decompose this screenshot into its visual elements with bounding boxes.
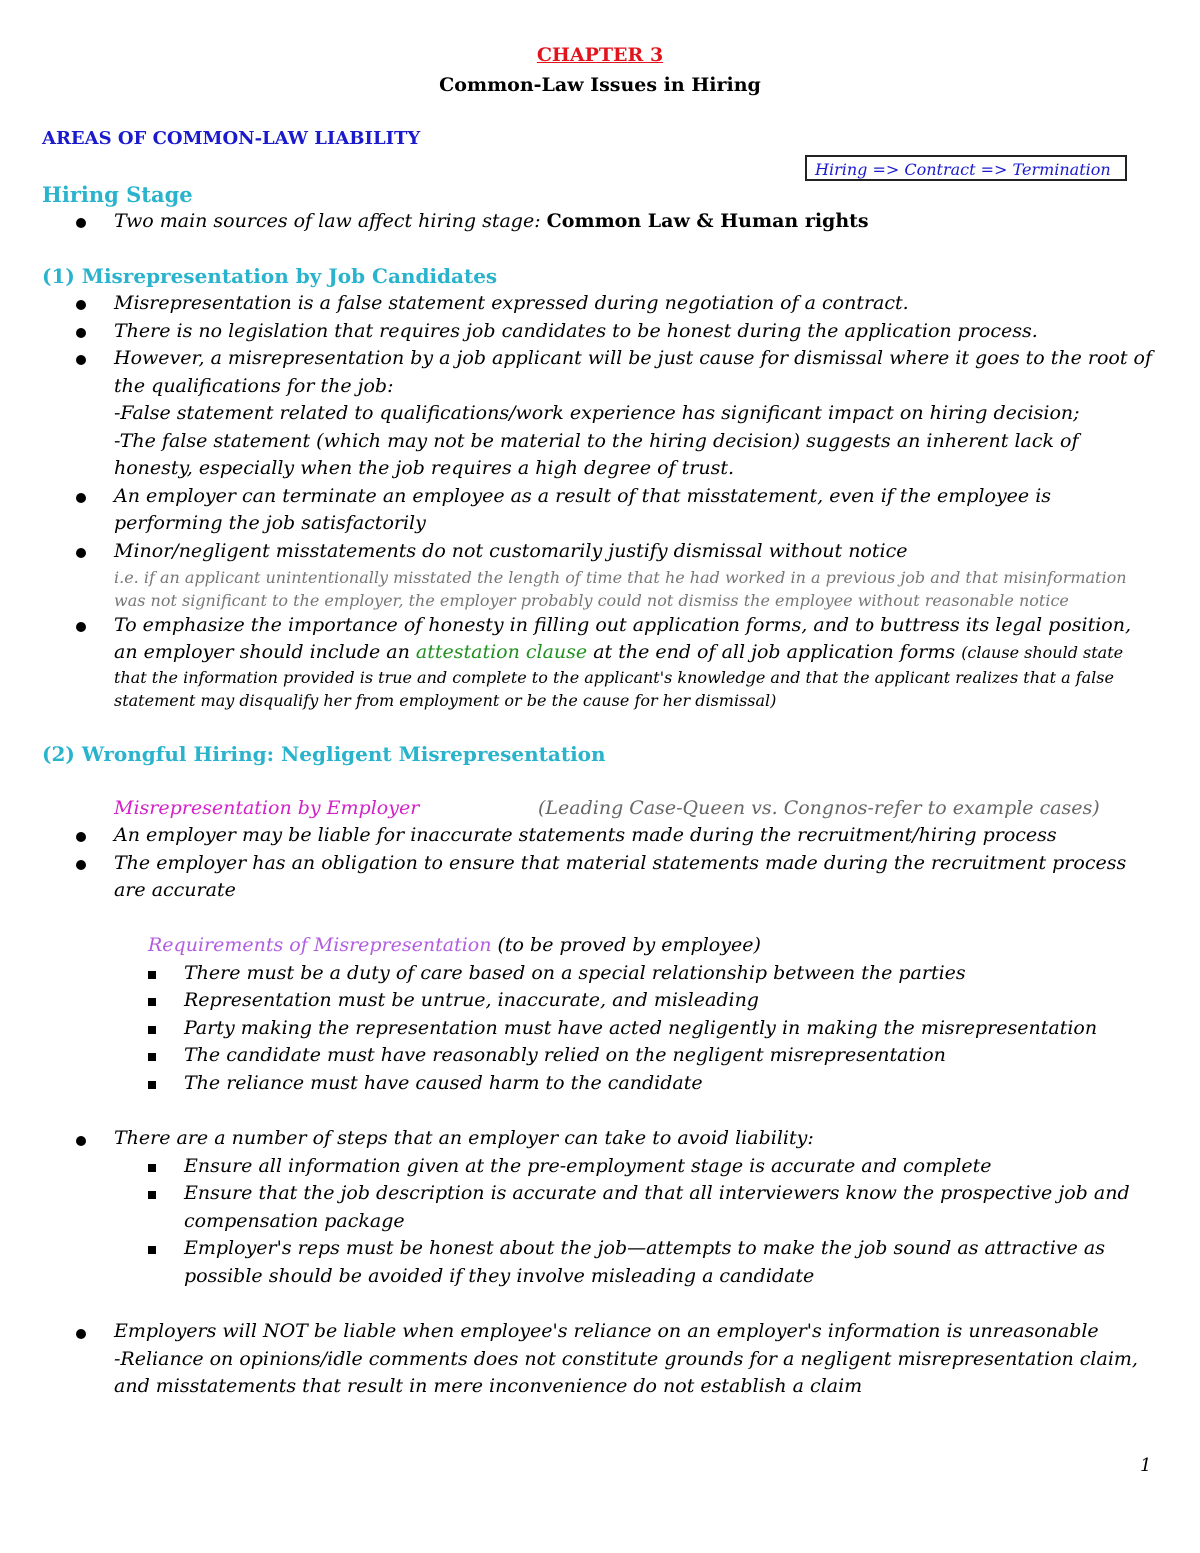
example-note: i.e. if an applicant unintentionally misstated the length of time that he had worked in a previous job and that misinformation bbox=[114, 568, 1127, 587]
section1-line: An employer can terminate an employee as a result of that misstatement, even if the employee is bbox=[114, 485, 1052, 507]
section1-heading: (1) Misrepresentation by Job Candidates bbox=[42, 264, 498, 288]
section2-line: -Reliance on opinions/idle comments does not constitute grounds for a negligent misrepresentation claim, bbox=[114, 1348, 1138, 1370]
section2-line: An employer may be liable for inaccurate statements made during the recruitment/hiring process bbox=[114, 824, 1057, 846]
leading-case-note: (Leading Case-Queen vs. Congnos-refer to example cases) bbox=[538, 797, 1100, 819]
bold-text: Common Law bbox=[546, 210, 690, 232]
example-note: was not significant to the employer, the employer probably could not dismiss the employee without reasonable notice bbox=[114, 591, 1069, 610]
requirement-item: There must be a duty of care based on a special relationship between the parties bbox=[184, 962, 966, 984]
page-title: Common-Law Issues in Hiring bbox=[439, 74, 761, 96]
section2-line: and misstatements that result in mere inconvenience do not establish a claim bbox=[114, 1375, 863, 1397]
square-bullet-icon bbox=[148, 1191, 156, 1199]
section1-line: However, a misrepresentation by a job applicant will be just cause for dismissal where it goes to the root of bbox=[114, 347, 1153, 369]
bullet-icon bbox=[76, 328, 86, 338]
requirement-item: Party making the representation must have acted negligently in making the misrepresentation bbox=[184, 1017, 1098, 1039]
step-item: compensation package bbox=[184, 1210, 405, 1232]
text-span: (to be proved by employee) bbox=[491, 934, 761, 956]
text-span: Two main sources of law affect hiring stage: bbox=[114, 210, 547, 232]
section2-line: The employer has an obligation to ensure that material statements made during the recruitment process bbox=[114, 852, 1127, 874]
areas-heading: AREAS OF COMMON-LAW LIABILITY bbox=[42, 128, 421, 149]
bold-text: Human rights bbox=[720, 210, 869, 232]
step-item: possible should be avoided if they involve misleading a candidate bbox=[184, 1265, 815, 1287]
section2-line: There are a number of steps that an employer can take to avoid liability: bbox=[114, 1127, 814, 1149]
text-span: & bbox=[689, 210, 721, 232]
bullet-icon bbox=[76, 548, 86, 558]
section2-line: Employers will NOT be liable when employee's reliance on an employer's information is unreasonable bbox=[114, 1320, 1099, 1342]
hiring-stage-line bbox=[114, 210, 869, 232]
hiring-stage-heading: Hiring Stage bbox=[42, 182, 193, 207]
bullet-icon bbox=[76, 300, 86, 310]
section1-line: There is no legislation that requires job candidates to be honest during the application process. bbox=[114, 320, 1038, 342]
requirement-item: Representation must be untrue, inaccurate, and misleading bbox=[184, 989, 759, 1011]
text-span: an employer should include an bbox=[114, 641, 416, 663]
bullet-icon bbox=[76, 355, 86, 365]
text-span: Requirements of Misrepresentation bbox=[148, 934, 492, 956]
section1-line: that the information provided is true and complete to the applicant's knowledge and that the applicant realizes that a false bbox=[114, 668, 1114, 687]
bullet-icon bbox=[76, 493, 86, 503]
requirement-item: The reliance must have caused harm to the candidate bbox=[184, 1072, 703, 1094]
section1-line: Misrepresentation is a false statement expressed during negotiation of a contract. bbox=[114, 292, 909, 314]
text-span: at the end of all job application forms bbox=[587, 641, 962, 663]
section1-line: To emphasize the importance of honesty in filling out application forms, and to buttress its legal position, bbox=[114, 614, 1132, 636]
requirement-item: The candidate must have reasonably relied on the negligent misrepresentation bbox=[184, 1044, 946, 1066]
square-bullet-icon bbox=[148, 1053, 156, 1061]
step-item: Ensure all information given at the pre-employment stage is accurate and complete bbox=[184, 1155, 992, 1177]
section1-line bbox=[114, 641, 1123, 663]
square-bullet-icon bbox=[148, 1081, 156, 1089]
section1-line: Minor/negligent misstatements do not customarily justify dismissal without notice bbox=[114, 540, 908, 562]
page-number: 1 bbox=[1140, 1455, 1152, 1476]
square-bullet-icon bbox=[148, 998, 156, 1006]
section2-line: are accurate bbox=[114, 879, 236, 901]
bullet-icon bbox=[76, 860, 86, 870]
square-bullet-icon bbox=[148, 971, 156, 979]
section1-line: -False statement related to qualifications/work experience has significant impact on hiring decision; bbox=[114, 402, 1080, 424]
text-span: (clause should state bbox=[961, 643, 1124, 662]
step-item: Ensure that the job description is accurate and that all interviewers know the prospective job and bbox=[184, 1182, 1130, 1204]
bullet-icon bbox=[76, 1329, 86, 1339]
attestation-clause-term: attestation clause bbox=[415, 641, 588, 663]
section1-line: -The false statement (which may not be material to the hiring decision) suggests an inherent lack of bbox=[114, 430, 1079, 452]
square-bullet-icon bbox=[148, 1246, 156, 1254]
section1-line: statement may disqualify her from employment or be the cause for her dismissal) bbox=[114, 691, 777, 710]
requirements-heading bbox=[148, 934, 761, 956]
section2-heading: (2) Wrongful Hiring: Negligent Misrepresentation bbox=[42, 742, 606, 766]
square-bullet-icon bbox=[148, 1026, 156, 1034]
chapter-label: CHAPTER 3 bbox=[536, 44, 664, 66]
bullet-icon bbox=[76, 218, 86, 228]
square-bullet-icon bbox=[148, 1164, 156, 1172]
step-item: Employer's reps must be honest about the job—attempts to make the job sound as attractive as bbox=[184, 1237, 1105, 1259]
bullet-icon bbox=[76, 1136, 86, 1146]
flow-box: Hiring => Contract => Termination bbox=[805, 155, 1127, 181]
subheading-employer: Misrepresentation by Employer bbox=[114, 797, 420, 819]
section1-line: the qualifications for the job: bbox=[114, 375, 394, 397]
section1-line: performing the job satisfactorily bbox=[114, 512, 426, 534]
section1-line: honesty, especially when the job requires a high degree of trust. bbox=[114, 457, 735, 479]
bullet-icon bbox=[76, 832, 86, 842]
bullet-icon bbox=[76, 622, 86, 632]
